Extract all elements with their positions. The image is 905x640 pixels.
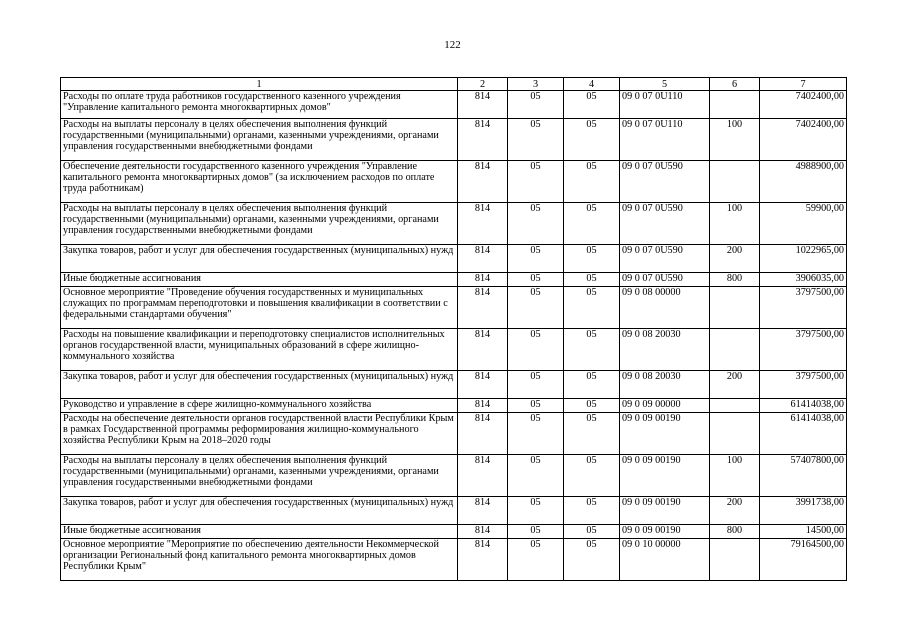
row-amount: 3797500,00 — [760, 371, 847, 399]
row-target-article: 09 0 07 0U590 — [620, 203, 710, 245]
row-expense-type: 800 — [710, 525, 760, 539]
row-target-article: 09 0 07 0U110 — [620, 119, 710, 161]
row-section: 05 — [508, 539, 564, 581]
table-body — [61, 91, 847, 581]
row-subsection: 05 — [564, 119, 620, 161]
row-section: 05 — [508, 287, 564, 329]
row-name: Расходы на выплаты персоналу в целях обеспечения выполнения функций государственными (муниципальными) органами, казенными учреждениями, органами управления государственными внебюджетными фондами — [61, 455, 458, 497]
row-expense-type: 200 — [710, 497, 760, 525]
row-grbs: 814 — [458, 91, 508, 119]
row-subsection: 05 — [564, 539, 620, 581]
row-subsection: 05 — [564, 399, 620, 413]
row-target-article: 09 0 08 20030 — [620, 371, 710, 399]
row-subsection: 05 — [564, 273, 620, 287]
row-name: Иные бюджетные ассигнования — [61, 273, 458, 287]
row-amount: 14500,00 — [760, 525, 847, 539]
row-amount: 7402400,00 — [760, 119, 847, 161]
row-name: Расходы по оплате труда работников государственного казенного учреждения "Управление капитального ремонта многоквартирных домов" — [61, 91, 458, 119]
row-expense-type — [710, 161, 760, 203]
row-target-article: 09 0 08 00000 — [620, 287, 710, 329]
row-expense-type — [710, 399, 760, 413]
row-target-article: 09 0 09 00190 — [620, 497, 710, 525]
row-amount: 7402400,00 — [760, 91, 847, 119]
row-amount: 1022965,00 — [760, 245, 847, 273]
row-target-article: 09 0 07 0U590 — [620, 273, 710, 287]
table-row — [61, 287, 847, 329]
row-name: Обеспечение деятельности государственного казенного учреждения "Управление капитального ремонта многоквартирных домов" (за исключением расходов по оплате труда работникам) — [61, 161, 458, 203]
table-row — [61, 539, 847, 581]
header-cell: 1 — [61, 78, 458, 91]
row-section: 05 — [508, 203, 564, 245]
row-expense-type — [710, 329, 760, 371]
table-row — [61, 245, 847, 273]
row-amount: 4988900,00 — [760, 161, 847, 203]
row-expense-type — [710, 91, 760, 119]
row-grbs: 814 — [458, 119, 508, 161]
row-amount: 3991738,00 — [760, 497, 847, 525]
row-target-article: 09 0 07 0U110 — [620, 91, 710, 119]
header-cell: 7 — [760, 78, 847, 91]
row-grbs: 814 — [458, 455, 508, 497]
row-expense-type — [710, 287, 760, 329]
budget-table — [60, 77, 847, 581]
row-name: Закупка товаров, работ и услуг для обеспечения государственных (муниципальных) нужд — [61, 245, 458, 273]
row-name: Расходы на выплаты персоналу в целях обеспечения выполнения функций государственными (муниципальными) органами, казенными учреждениями, органами управления государственными внебюджетными фондами — [61, 203, 458, 245]
row-target-article: 09 0 07 0U590 — [620, 245, 710, 273]
row-grbs: 814 — [458, 161, 508, 203]
row-section: 05 — [508, 399, 564, 413]
row-grbs: 814 — [458, 525, 508, 539]
row-subsection: 05 — [564, 329, 620, 371]
header-cell: 3 — [508, 78, 564, 91]
row-expense-type: 100 — [710, 455, 760, 497]
row-section: 05 — [508, 161, 564, 203]
row-target-article: 09 0 09 00190 — [620, 455, 710, 497]
row-subsection: 05 — [564, 161, 620, 203]
row-target-article: 09 0 09 00190 — [620, 413, 710, 455]
row-section: 05 — [508, 91, 564, 119]
row-section: 05 — [508, 245, 564, 273]
row-grbs: 814 — [458, 203, 508, 245]
row-expense-type — [710, 539, 760, 581]
table-row — [61, 455, 847, 497]
row-section: 05 — [508, 371, 564, 399]
table-row — [61, 273, 847, 287]
header-cell: 6 — [710, 78, 760, 91]
row-name: Расходы на обеспечение деятельности органов государственной власти Республики Крым в рамках Государственной программы реформирования жилищно-коммунального хозяйства Республики Крым на 2018–2020 годы — [61, 413, 458, 455]
row-expense-type — [710, 413, 760, 455]
row-subsection: 05 — [564, 455, 620, 497]
row-subsection: 05 — [564, 203, 620, 245]
row-name: Руководство и управление в сфере жилищно-коммунального хозяйства — [61, 399, 458, 413]
row-subsection: 05 — [564, 245, 620, 273]
row-grbs: 814 — [458, 273, 508, 287]
row-section: 05 — [508, 455, 564, 497]
row-target-article: 09 0 08 20030 — [620, 329, 710, 371]
row-target-article: 09 0 10 00000 — [620, 539, 710, 581]
row-grbs: 814 — [458, 399, 508, 413]
table-row — [61, 413, 847, 455]
row-name: Расходы на повышение квалификации и переподготовку специалистов исполнительных органов государственной власти, муниципальных образований в сфере жилищно-коммунального хозяйства — [61, 329, 458, 371]
row-subsection: 05 — [564, 287, 620, 329]
table-row — [61, 119, 847, 161]
row-subsection: 05 — [564, 371, 620, 399]
row-name: Закупка товаров, работ и услуг для обеспечения государственных (муниципальных) нужд — [61, 371, 458, 399]
row-target-article: 09 0 07 0U590 — [620, 161, 710, 203]
row-section: 05 — [508, 525, 564, 539]
row-amount: 59900,00 — [760, 203, 847, 245]
row-subsection: 05 — [564, 525, 620, 539]
row-grbs: 814 — [458, 245, 508, 273]
table-row — [61, 497, 847, 525]
row-amount: 61414038,00 — [760, 399, 847, 413]
header-cell: 5 — [620, 78, 710, 91]
table-header — [61, 78, 847, 91]
row-section: 05 — [508, 273, 564, 287]
row-target-article: 09 0 09 00190 — [620, 525, 710, 539]
row-grbs: 814 — [458, 287, 508, 329]
row-target-article: 09 0 09 00000 — [620, 399, 710, 413]
row-grbs: 814 — [458, 371, 508, 399]
row-name: Иные бюджетные ассигнования — [61, 525, 458, 539]
table-row — [61, 91, 847, 119]
row-grbs: 814 — [458, 329, 508, 371]
row-amount: 3906035,00 — [760, 273, 847, 287]
row-expense-type: 200 — [710, 245, 760, 273]
row-subsection: 05 — [564, 497, 620, 525]
row-subsection: 05 — [564, 91, 620, 119]
table-row — [61, 371, 847, 399]
table-row — [61, 329, 847, 371]
row-amount: 57407800,00 — [760, 455, 847, 497]
row-grbs: 814 — [458, 413, 508, 455]
row-amount: 79164500,00 — [760, 539, 847, 581]
table-row — [61, 203, 847, 245]
header-cell: 4 — [564, 78, 620, 91]
page-number: 122 — [444, 39, 461, 51]
row-subsection: 05 — [564, 413, 620, 455]
row-grbs: 814 — [458, 539, 508, 581]
row-section: 05 — [508, 413, 564, 455]
row-name: Закупка товаров, работ и услуг для обеспечения государственных (муниципальных) нужд — [61, 497, 458, 525]
row-expense-type: 200 — [710, 371, 760, 399]
row-amount: 61414038,00 — [760, 413, 847, 455]
row-amount: 3797500,00 — [760, 287, 847, 329]
row-amount: 3797500,00 — [760, 329, 847, 371]
row-name: Основное мероприятие "Проведение обучения государственных и муниципальных служащих по программам переподготовки и повышения квалификации в соответствии с федеральными стандартами обучения" — [61, 287, 458, 329]
row-name: Основное мероприятие "Мероприятие по обеспечению деятельности Некоммерческой организации Региональный фонд капитального ремонта многоквартирных домов Республики Крым" — [61, 539, 458, 581]
row-expense-type: 100 — [710, 203, 760, 245]
row-section: 05 — [508, 119, 564, 161]
table-row — [61, 399, 847, 413]
table-row — [61, 161, 847, 203]
row-section: 05 — [508, 497, 564, 525]
row-expense-type: 100 — [710, 119, 760, 161]
row-grbs: 814 — [458, 497, 508, 525]
row-section: 05 — [508, 329, 564, 371]
row-expense-type: 800 — [710, 273, 760, 287]
row-name: Расходы на выплаты персоналу в целях обеспечения выполнения функций государственными (муниципальными) органами, казенными учреждениями, органами управления государственными внебюджетными фондами — [61, 119, 458, 161]
table-row — [61, 525, 847, 539]
header-cell: 2 — [458, 78, 508, 91]
header-row — [61, 78, 847, 91]
